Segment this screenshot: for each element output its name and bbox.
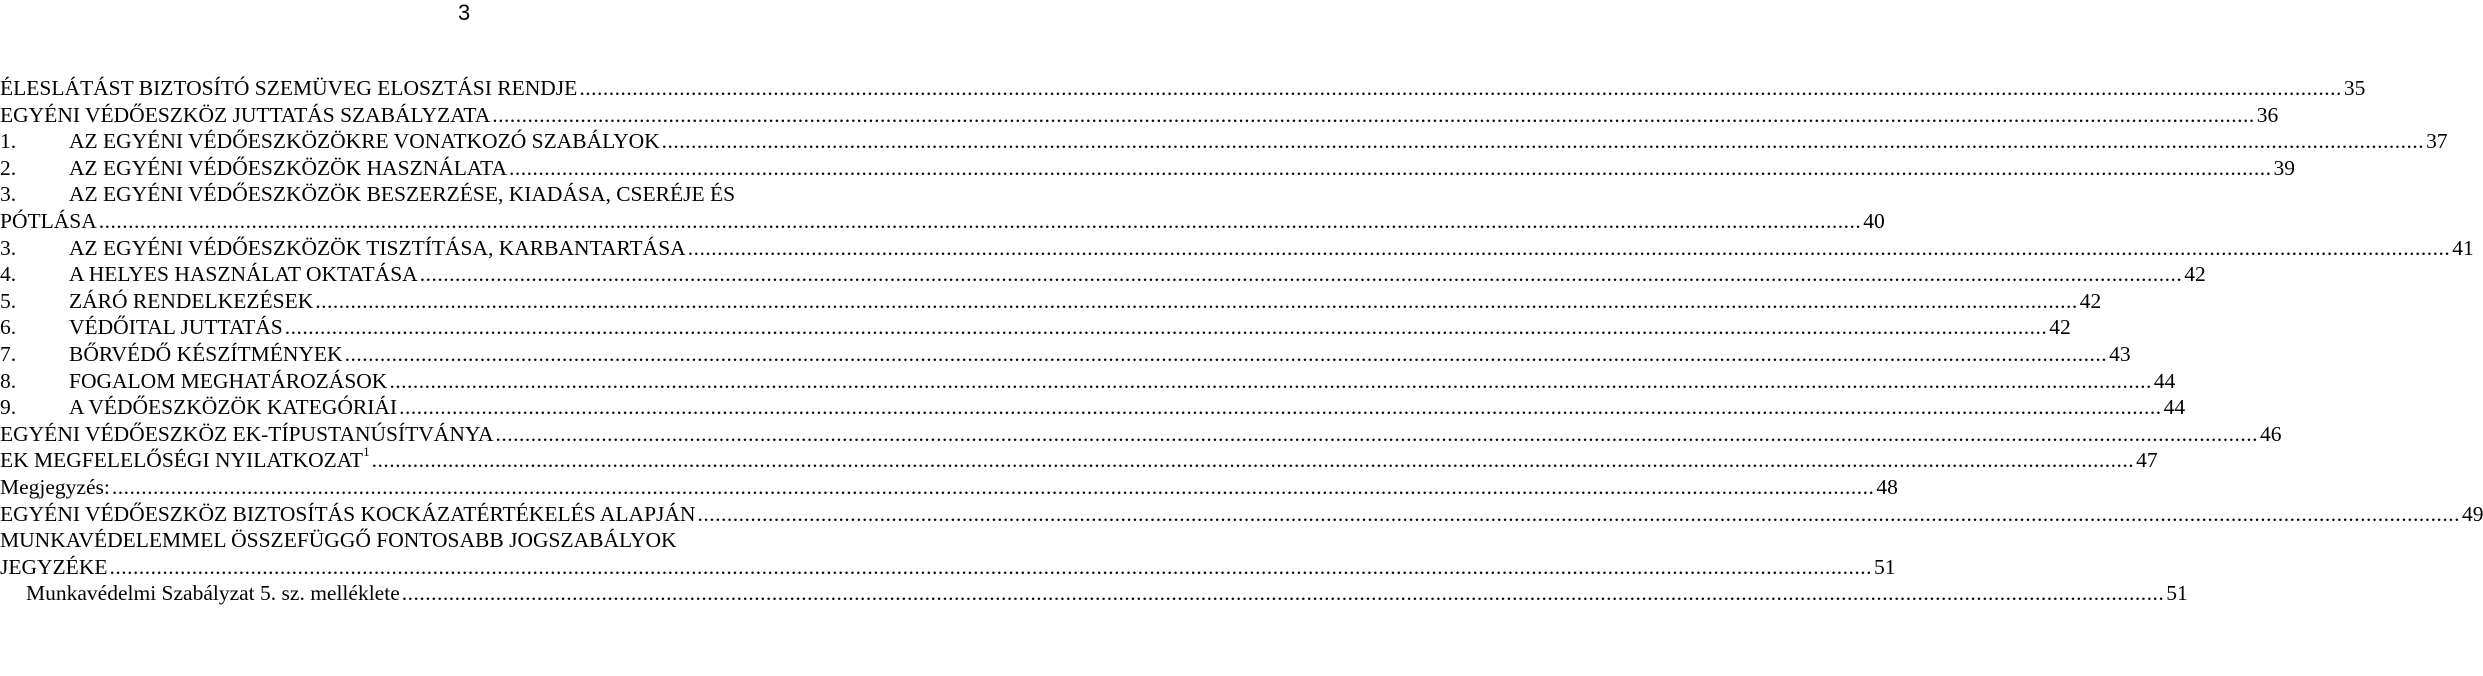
toc-entry-title: Munkavédelmi Szabályzat 5. sz. melléklete bbox=[26, 581, 400, 606]
toc-entry-number: 2. bbox=[0, 155, 17, 180]
toc-leader-dots: ............................................................................................................................................................................................................................................................................................................ bbox=[661, 129, 2425, 154]
toc-entry-title: EGYÉNI VÉDŐESZKÖZ EK-TÍPUSTANÚSÍTVÁNYA bbox=[0, 421, 494, 446]
toc-entry[interactable] bbox=[0, 75, 2366, 102]
toc-leader-dots: ............................................................................................................................................................................................................................................................................................................ bbox=[284, 315, 2048, 340]
toc-entry-title: MUNKAVÉDELEMMEL ÖSSZEFÜGGŐ FONTOSABB JOGSZABÁLYOK bbox=[0, 528, 677, 553]
toc-entry[interactable] bbox=[0, 501, 2483, 528]
toc-entry-number: 7. bbox=[0, 341, 17, 366]
toc-leader-dots: ............................................................................................................................................................................................................................................................................................................ bbox=[344, 341, 2108, 366]
toc-leader-dots: ............................................................................................................................................................................................................................................................................................................ bbox=[495, 421, 2259, 446]
toc-entry-title: A VÉDŐESZKÖZÖK KATEGÓRIÁI bbox=[69, 395, 398, 420]
toc-entry-page: 40 bbox=[1863, 208, 1885, 233]
toc-entry[interactable] bbox=[0, 580, 2188, 607]
table-of-contents bbox=[0, 75, 2483, 607]
toc-entry-title: AZ EGYÉNI VÉDŐESZKÖZÖK BESZERZÉSE, KIADÁSA, CSERÉJE ÉS bbox=[69, 182, 736, 207]
toc-entry-number: 4. bbox=[0, 262, 17, 287]
toc-leader-dots: ............................................................................................................................................................................................................................................................................................................ bbox=[389, 368, 2152, 393]
toc-entry-title-continued: JEGYZÉKE bbox=[0, 554, 108, 579]
toc-entry-title: FOGALOM MEGHATÁROZÁSOK bbox=[69, 368, 388, 393]
footnote-reference: 1 bbox=[363, 444, 370, 460]
toc-leader-dots: ............................................................................................................................................................................................................................................................................................................ bbox=[98, 208, 1862, 233]
toc-entry-page: 49 bbox=[2461, 501, 2483, 526]
toc-entry-number: 6. bbox=[0, 315, 17, 340]
toc-entry-title: BŐRVÉDŐ KÉSZÍTMÉNYEK bbox=[69, 341, 343, 366]
toc-entry-page: 48 bbox=[1876, 474, 1898, 499]
toc-entry-title: EGYÉNI VÉDŐESZKÖZ JUTTATÁS SZABÁLYZATA bbox=[0, 102, 491, 127]
toc-entry[interactable] bbox=[0, 444, 2158, 474]
toc-entry-page: 41 bbox=[2452, 235, 2474, 260]
page-number: 3 bbox=[458, 0, 471, 25]
toc-entry-number: 8. bbox=[0, 368, 17, 393]
toc-entry-continuation[interactable] bbox=[0, 208, 1885, 235]
toc-entry-page: 37 bbox=[2426, 129, 2448, 154]
toc-leader-dots: ............................................................................................................................................................................................................................................................................................................ bbox=[399, 395, 2162, 420]
toc-leader-dots: ............................................................................................................................................................................................................................................................................................................ bbox=[492, 102, 2255, 127]
toc-entry-first-line[interactable] bbox=[0, 181, 958, 208]
toc-entry[interactable] bbox=[0, 288, 2102, 315]
toc-entry-first-line[interactable] bbox=[0, 527, 958, 554]
toc-entry[interactable] bbox=[0, 341, 2131, 368]
toc-leader-dots: ............................................................................................................................................................................................................................................................................................................ bbox=[371, 448, 2135, 473]
toc-entry-title: AZ EGYÉNI VÉDŐESZKÖZÖK HASZNÁLATA bbox=[69, 155, 507, 180]
toc-entry-page: 44 bbox=[2163, 395, 2186, 420]
toc-entry-continuation[interactable] bbox=[0, 554, 1896, 581]
toc-entry-title: AZ EGYÉNI VÉDŐESZKÖZÖKRE VONATKOZÓ SZABÁLYOK bbox=[69, 129, 660, 154]
toc-leader-dots: ............................................................................................................................................................................................................................................................................................................ bbox=[109, 554, 1872, 579]
toc-leader-dots: ............................................................................................................................................................................................................................................................................................................ bbox=[697, 501, 2460, 526]
toc-entry[interactable] bbox=[0, 314, 2071, 341]
toc-entry-title: ZÁRÓ RENDELKEZÉSEK bbox=[69, 288, 314, 313]
toc-entry-number: 3. bbox=[0, 182, 17, 207]
toc-entry-page: 44 bbox=[2153, 368, 2176, 393]
toc-leader-dots: ............................................................................................................................................................................................................................................................................................................ bbox=[111, 474, 1875, 499]
toc-entry-page: 42 bbox=[2049, 315, 2071, 340]
toc-entry-page: 42 bbox=[2184, 262, 2206, 287]
toc-entry-title-text: EK MEGFELELŐSÉGI NYILATKOZAT bbox=[0, 448, 364, 473]
toc-entry[interactable] bbox=[0, 261, 2206, 288]
toc-entry[interactable] bbox=[0, 368, 2176, 395]
toc-entry-title: EGYÉNI VÉDŐESZKÖZ BIZTOSÍTÁS KOCKÁZATÉRTÉKELÉS ALAPJÁN bbox=[0, 501, 696, 526]
toc-leader-dots: ............................................................................................................................................................................................................................................................................................................ bbox=[579, 76, 2342, 100]
toc-entry-title: VÉDŐITAL JUTTATÁS bbox=[69, 315, 283, 340]
toc-entry-title bbox=[0, 444, 370, 474]
toc-leader-dots: ............................................................................................................................................................................................................................................................................................................ bbox=[401, 581, 2165, 606]
toc-entry-number: 9. bbox=[0, 395, 17, 420]
toc-entry-page: 39 bbox=[2273, 155, 2295, 180]
toc-entry[interactable] bbox=[0, 235, 2474, 262]
toc-entry-page: 51 bbox=[1873, 554, 1896, 579]
toc-entry-page: 35 bbox=[2343, 76, 2366, 100]
toc-entry-number: 5. bbox=[0, 288, 17, 313]
toc-entry-page: 36 bbox=[2256, 102, 2279, 127]
toc-leader-dots: ............................................................................................................................................................................................................................................................................................................ bbox=[509, 155, 2272, 180]
toc-entry-page: 43 bbox=[2109, 341, 2131, 366]
toc-entry[interactable] bbox=[0, 394, 2186, 421]
toc-entry-page: 51 bbox=[2166, 581, 2188, 606]
toc-leader-dots: ............................................................................................................................................................................................................................................................................................................ bbox=[419, 262, 2183, 287]
toc-entry-page: 47 bbox=[2136, 448, 2158, 473]
toc-entry-number: 1. bbox=[0, 129, 17, 154]
toc-entry-page: 42 bbox=[2079, 288, 2102, 313]
toc-entry[interactable] bbox=[0, 155, 2295, 182]
toc-leader-dots: ............................................................................................................................................................................................................................................................................................................ bbox=[315, 288, 2078, 313]
toc-entry[interactable] bbox=[0, 421, 2282, 448]
toc-entry-number: 3. bbox=[0, 235, 17, 260]
toc-entry-title-continued: PÓTLÁSA bbox=[0, 208, 97, 233]
toc-entry[interactable] bbox=[0, 474, 1898, 501]
toc-entry-title: A HELYES HASZNÁLAT OKTATÁSA bbox=[69, 262, 418, 287]
toc-entry-title: AZ EGYÉNI VÉDŐESZKÖZÖK TISZTÍTÁSA, KARBANTARTÁSA bbox=[69, 235, 686, 260]
toc-entry-title: ÉLESLÁTÁST BIZTOSÍTÓ SZEMÜVEG ELOSZTÁSI RENDJE bbox=[0, 76, 578, 100]
toc-leader-dots: ............................................................................................................................................................................................................................................................................................................ bbox=[687, 235, 2451, 260]
toc-entry[interactable] bbox=[0, 128, 2448, 155]
toc-entry-page: 46 bbox=[2260, 421, 2282, 446]
toc-entry-title: Megjegyzés: bbox=[0, 474, 110, 499]
toc-entry[interactable] bbox=[0, 102, 2279, 129]
